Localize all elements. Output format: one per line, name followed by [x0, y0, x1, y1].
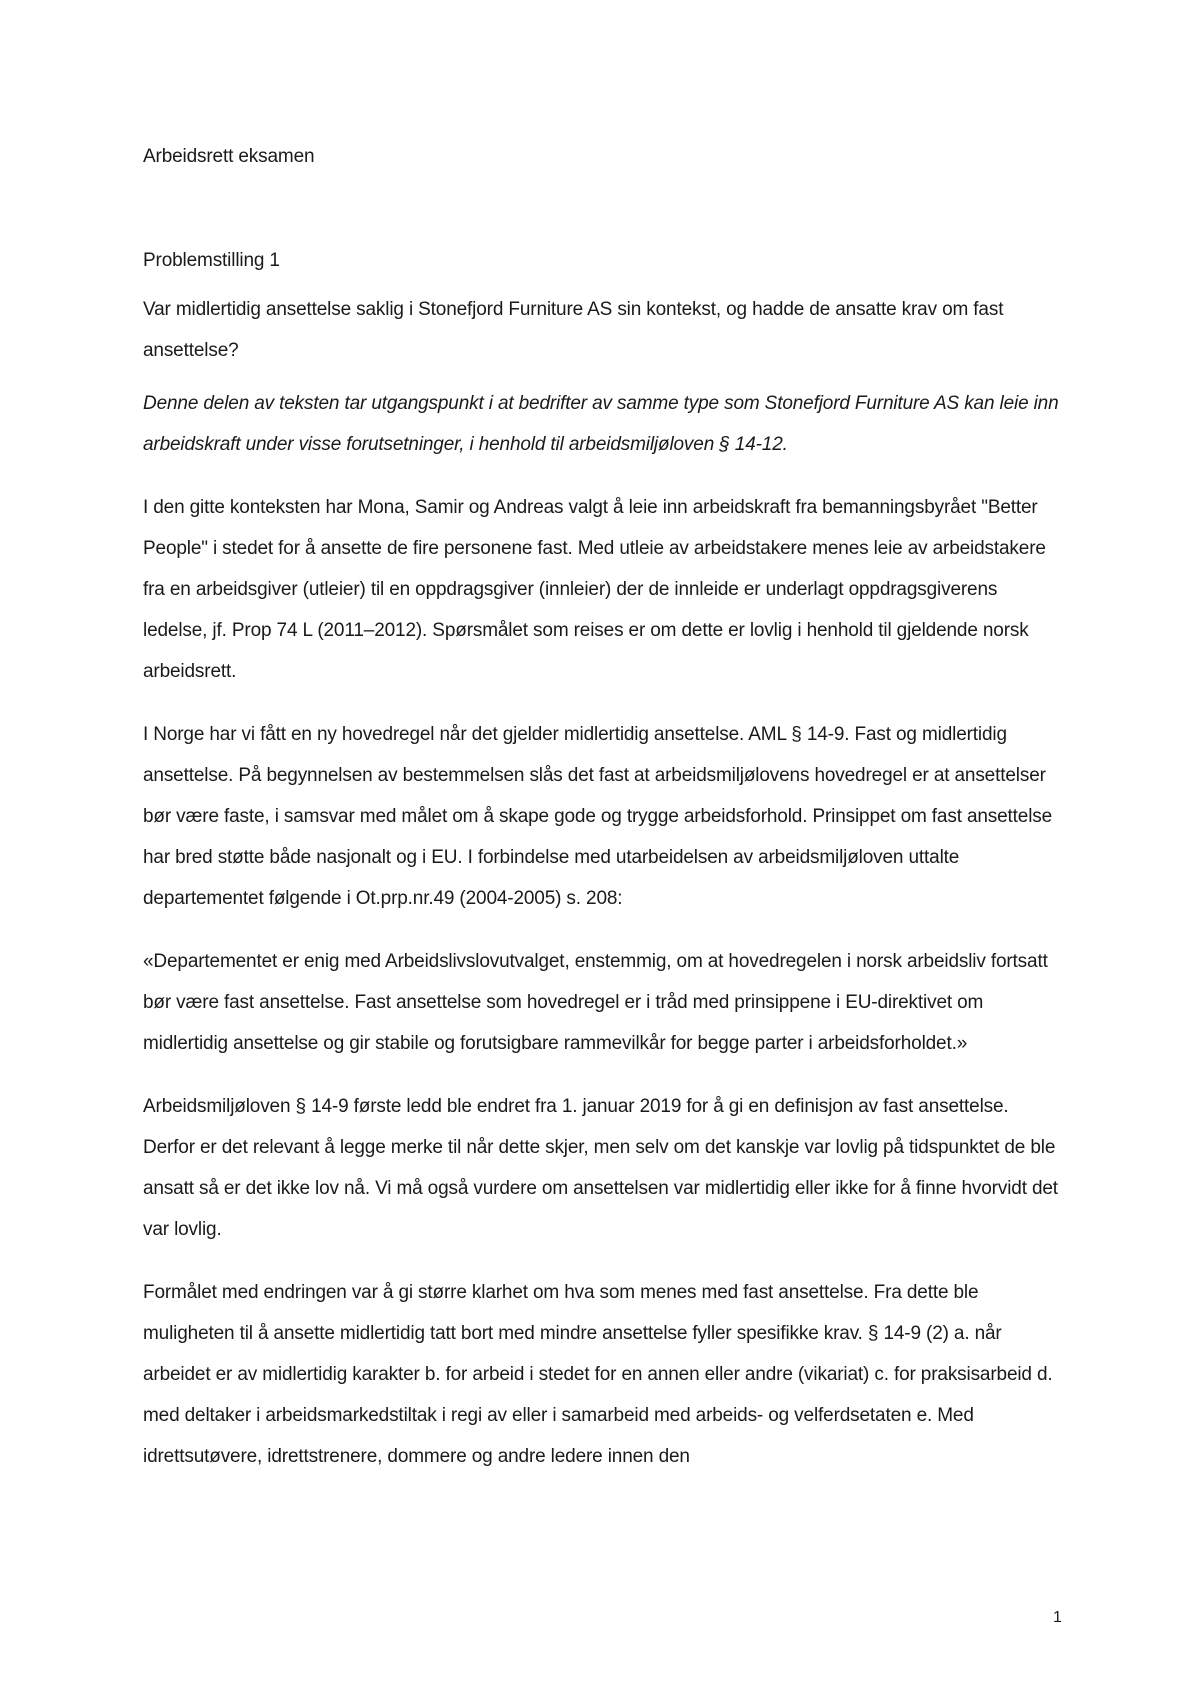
- body-paragraph-1: I den gitte konteksten har Mona, Samir og Andreas valgt å leie inn arbeidskraft fra bemanningsbyrået "Better People" i stedet for å ansette de fire personene fast. Med utleie av arbeidstakere menes leie av arbeidstakere fra en arbeidsgiver (utleier) til en oppdragsgiver (innleier) der de innleide er underlagt oppdragsgiverens ledelse, jf. Prop 74 L (2011–2012). Spørsmålet som reises er om dette er lovlig i henhold til gjeldende norsk arbeidsrett.: [143, 497, 1046, 682]
- body-paragraph-3: Arbeidsmiljøloven § 14-9 første ledd ble endret fra 1. januar 2019 for å gi en definisjon av fast ansettelse. Derfor er det relevant å legge merke til når dette skjer, men selv om det kanskje var lovlig på tidspunktet de ble ansatt så er det ikke lov nå. Vi må også vurdere om ansettelsen var midlertidig eller ikke for å finne hvorvidt det var lovlig.: [143, 1096, 1058, 1240]
- body-paragraph-4: Formålet med endringen var å gi større klarhet om hva som menes med fast ansettelse. Fra dette ble muligheten til å ansette midlertidig tatt bort med mindre ansettelse fyller spesifikke krav. § 14-9 (2) a. når arbeidet er av midlertidig karakter b. for arbeid i stedet for en annen eller andre (vikariat) c. for praksisarbeid d. med deltaker i arbeidsmarkedstiltak i regi av eller i samarbeid med arbeids- og velferdsetaten e. Med idrettsutøvere, idrettstrenere, dommere og andre ledere innen den: [143, 1282, 1053, 1467]
- quote-paragraph: «Departementet er enig med Arbeidslivslovutvalget, enstemmig, om at hovedregelen i norsk arbeidsliv fortsatt bør være fast ansettelse. Fast ansettelse som hovedregel er i tråd med prinsippene i EU-direktivet om midlertidig ansettelse og gir stabile og forutsigbare rammevilkår for begge parter i arbeidsforholdet.»: [143, 951, 1048, 1054]
- document-body: [143, 143, 1063, 1477]
- section-heading: Problemstilling 1: [143, 250, 280, 271]
- question-paragraph: Var midlertidig ansettelse saklig i Stonefjord Furniture AS sin kontekst, og hadde de ansatte krav om fast ansettelse?: [143, 299, 1004, 361]
- document-title: Arbeidsrett eksamen: [143, 146, 315, 167]
- body-paragraph-2: I Norge har vi fått en ny hovedregel når det gjelder midlertidig ansettelse. AML § 14-9. Fast og midlertidig ansettelse. På begynnelsen av bestemmelsen slås det fast at arbeidsmiljølovens hovedregel er at ansettelser bør være faste, i samsvar med målet om å skape gode og trygge arbeidsforhold. Prinsippet om fast ansettelse har bred støtte både nasjonalt og i EU. I forbindelse med utarbeidelsen av arbeidsmiljøloven uttalte departementet følgende i Ot.prp.nr.49 (2004-2005) s. 208:: [143, 724, 1053, 909]
- page-number: 1: [1053, 1609, 1062, 1626]
- premise-paragraph: Denne delen av teksten tar utgangspunkt i at bedrifter av samme type som Stonefjord Furniture AS kan leie inn arbeidskraft under visse forutsetninger, i henhold til arbeidsmiljøloven § 14-12.: [143, 393, 1059, 455]
